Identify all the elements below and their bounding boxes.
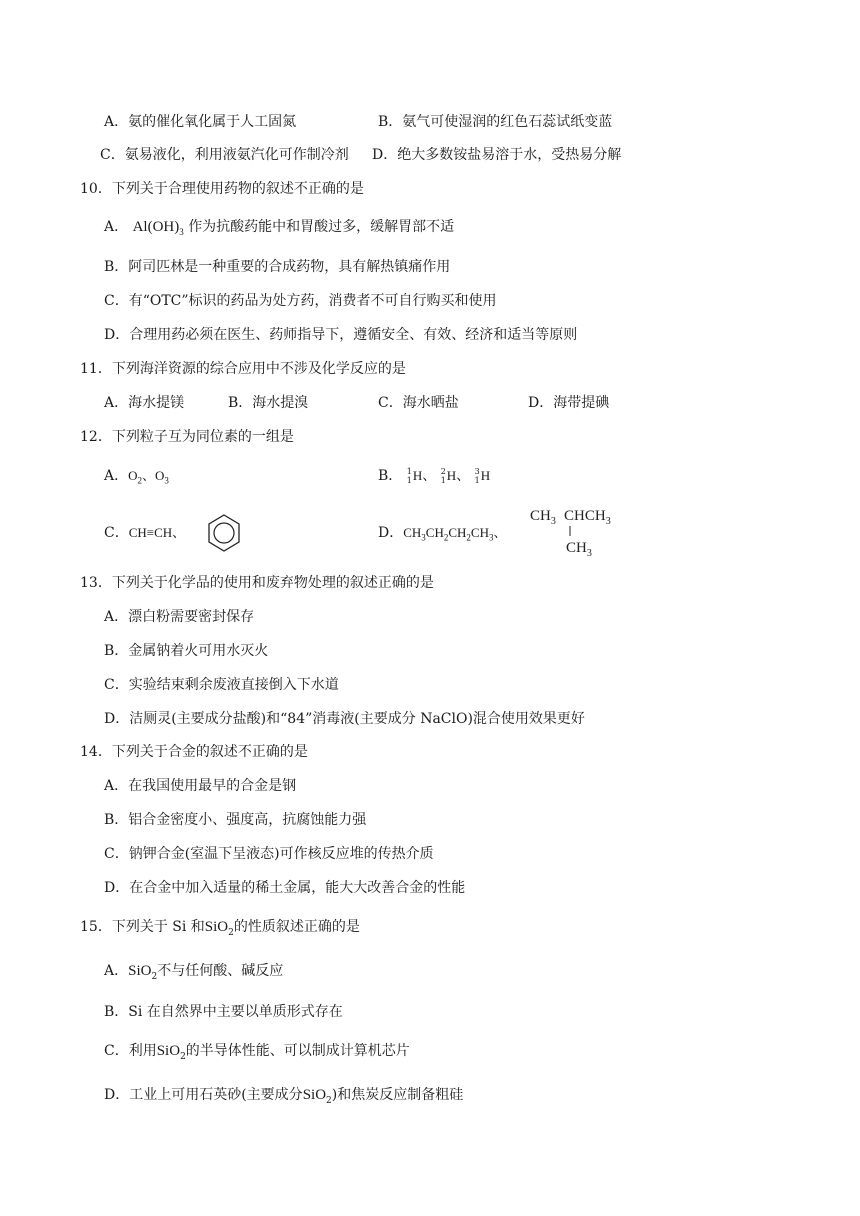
q14-stem: 14．下列关于合金的叙述不正确的是 <box>80 744 308 760</box>
formula-subscript: 3 <box>421 532 426 543</box>
q13-stem: 13．下列关于化学品的使用和废弃物处理的叙述正确的是 <box>80 575 434 591</box>
q12-option-c: C．CH≡CH、 <box>104 525 186 541</box>
q10-stem: 10．下列关于合理使用药物的叙述不正确的是 <box>80 181 364 197</box>
formula-segment: CH <box>470 525 489 540</box>
q15-option-a: A．SiO$_2$不与任何酸、碱反应 <box>104 963 284 982</box>
q9-option-d: D．绝大多数铵盐易溶于水，受热易分解 <box>372 147 622 163</box>
q15-option-b: B．Si 在自然界中主要以单质形式存在 <box>104 1004 343 1020</box>
q10-option-d: D．合理用药必须在医生、药师指导下，遵循安全、有效、经济和适当等原则 <box>104 327 578 343</box>
formula-segment: CH <box>448 525 467 540</box>
q10-option-b: B．阿司匹林是一种重要的合成药物，具有解热镇痛作用 <box>104 259 451 275</box>
q13-option-b: B．金属钠着火可用水灭火 <box>104 643 269 659</box>
q14-option-a: A．在我国使用最早的合金是钢 <box>104 778 297 794</box>
q15-option-c: C．利用SiO$_2$的半导体性能、可以制成计算机芯片 <box>104 1043 410 1062</box>
q14-option-c: C．钠钾合金(室温下呈液态)可作核反应堆的传热介质 <box>104 846 434 862</box>
isotope-h1: 1 1 <box>406 467 412 485</box>
formula-segment: 、 <box>493 525 507 540</box>
q10-option-a-formula: $Al(OH)_3$ <box>132 219 184 237</box>
q13-option-d: D．洁厕灵(主要成分盐酸)和“84”消毒液(主要成分 NaClO)混合使用效果更好 <box>104 711 585 727</box>
q11-option-d: D．海带提碘 <box>528 395 610 411</box>
q15-stem: 15．下列关于 Si 和SiO$_2$的性质叙述正确的是 <box>80 919 360 938</box>
formula-subscript: 2 <box>443 532 449 543</box>
q14-option-d: D．在合金中加入适量的稀土金属，能大大改善合金的性能 <box>104 880 466 896</box>
isobutane-structure <box>528 502 628 558</box>
svg-text:CH3: $CH_3$ <box>566 540 592 558</box>
svg-text:CH3: $CH_3$ <box>530 508 556 527</box>
q12-stem: 12．下列粒子互为同位素的一组是 <box>80 429 294 445</box>
q12-option-a: A．$O_2$、$O_3$ <box>104 468 169 486</box>
q10-option-a-label: A． <box>104 219 129 235</box>
q10-option-a-text: 作为抗酸药能中和胃酸过多，缓解胃部不适 <box>188 219 455 235</box>
q13-option-a: A．漂白粉需要密封保存 <box>104 609 255 625</box>
q13-option-c: C．实验结束剩余废液直接倒入下水道 <box>104 677 339 693</box>
q14-option-b: B．铝合金密度小、强度高，抗腐蚀能力强 <box>104 812 367 828</box>
isotope-h2: 2 1 <box>440 467 446 485</box>
q15-option-d: D．工业上可用石英砂(主要成分SiO$_2$)和焦炭反应制备粗硅 <box>104 1087 464 1106</box>
q11-stem: 11．下列海洋资源的综合应用中不涉及化学反应的是 <box>80 361 406 377</box>
isotope-h3: 3 1 <box>474 467 480 485</box>
q10-option-c: C．有“OTC”标识的药品为处方药，消费者不可自行购买和使用 <box>104 293 497 309</box>
formula-segment: CH <box>403 525 422 540</box>
q10-option-a <box>104 217 454 242</box>
formula-subscript: 3 <box>488 532 494 543</box>
q11-option-a: A．海水提镁 <box>104 395 185 411</box>
q9-option-b: B．氨气可使湿润的红色石蕊试纸变蓝 <box>378 114 613 130</box>
formula-segment: CH <box>425 525 444 540</box>
q12-option-b: B． 1 1 H、 2 1 H、 3 1 H <box>378 467 491 485</box>
formula-subscript: 2 <box>466 532 471 543</box>
q12-option-d: D．$CH_3CH_2CH_2CH_3$、 <box>378 525 507 543</box>
q11-option-b: B．海水提溴 <box>228 395 309 411</box>
svg-text:CHCH3: $CHCH_3$ <box>564 508 611 527</box>
q9-option-a: A．氨的催化氧化属于人工固氮 <box>104 114 297 130</box>
benzene-ring-icon <box>207 513 241 553</box>
q11-option-c: C．海水晒盐 <box>378 395 459 411</box>
q9-option-c: C．氨易液化，利用液氨汽化可作制冷剂 <box>100 147 349 163</box>
